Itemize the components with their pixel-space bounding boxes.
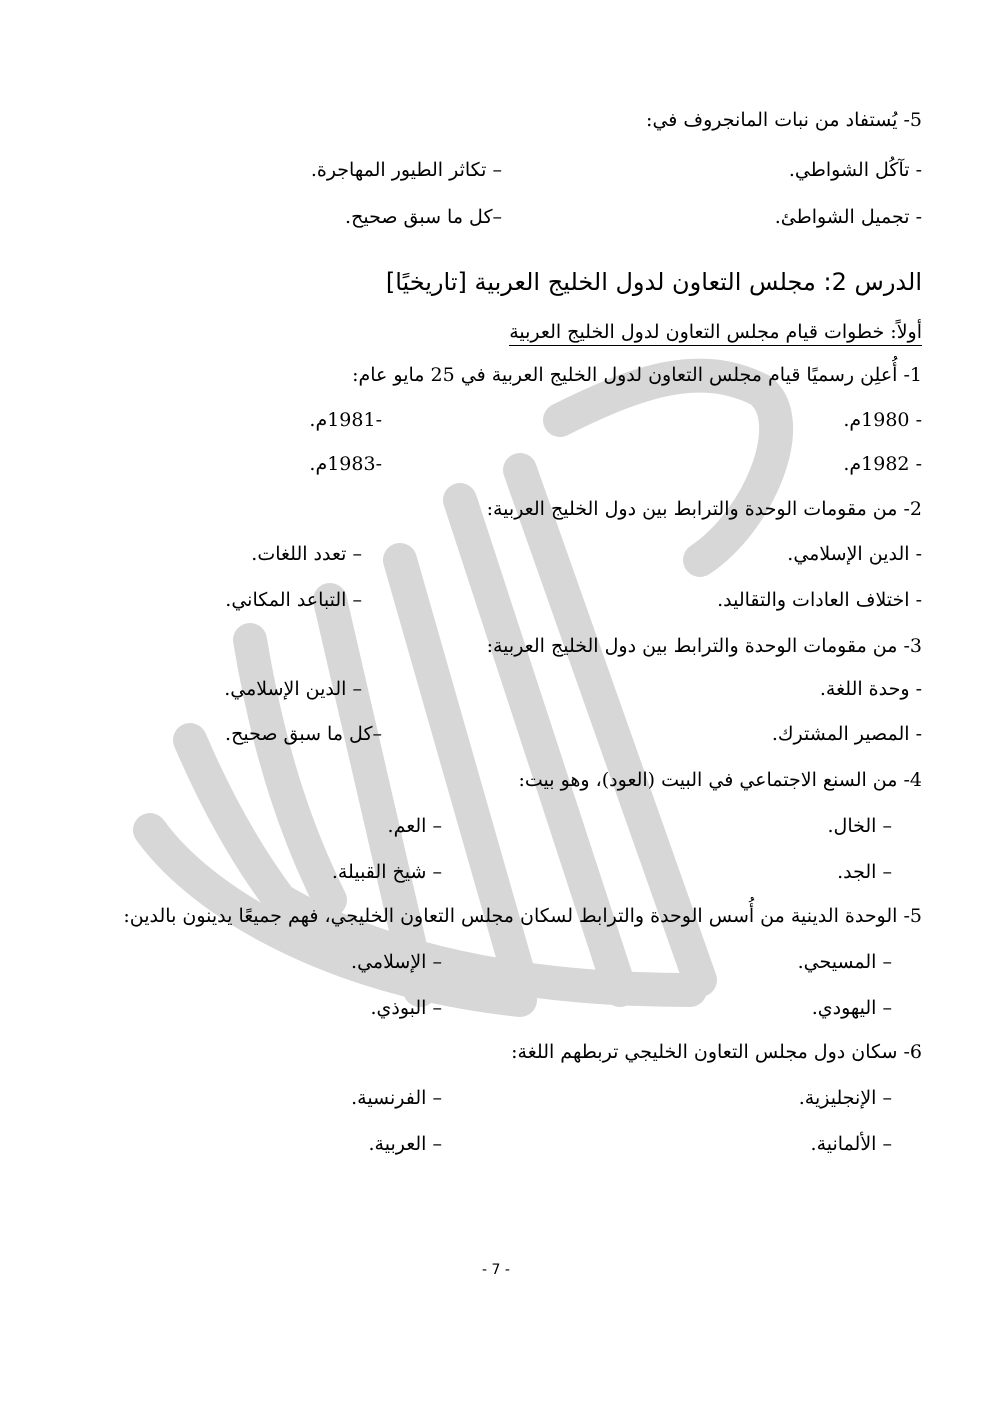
page-number: - 7 -	[482, 1262, 510, 1278]
option: – الألمانية.	[810, 1133, 892, 1155]
question-6-stem: 6- سكان دول مجلس التعاون الخليجي تربطهم اللغة:	[511, 1041, 922, 1063]
option: -1983م.	[309, 453, 382, 475]
question-3-stem: 3- من مقومات الوحدة والترابط بين دول الخليج العربية:	[486, 635, 922, 657]
option: –كل ما سبق صحيح.	[345, 206, 502, 228]
lesson-title: الدرس 2: مجلس التعاون لدول الخليج العربية [تاريخيًا]	[385, 268, 922, 296]
option: – تعدد اللغات.	[251, 543, 362, 565]
option: - وحدة اللغة.	[819, 678, 922, 700]
option: - المصير المشترك.	[771, 723, 922, 745]
option: - تجميل الشواطئ.	[774, 206, 922, 228]
option: – الجد.	[837, 861, 892, 883]
option: – الفرنسية.	[351, 1087, 442, 1109]
option: – اليهودي.	[811, 997, 892, 1019]
option: – الإنجليزية.	[798, 1087, 892, 1109]
option: – الدين الإسلامي.	[224, 678, 362, 700]
option: – البوذي.	[370, 997, 442, 1019]
question-4-stem: 4- من السنع الاجتماعي في البيت (العود)، وهو بيت:	[518, 769, 922, 791]
option: - اختلاف العادات والتقاليد.	[717, 589, 922, 611]
option: –كل ما سبق صحيح.	[225, 723, 382, 745]
option: – التباعد المكاني.	[225, 589, 362, 611]
option: – شيخ القبيلة.	[331, 861, 442, 883]
option: -1981م.	[309, 409, 382, 431]
question-5-religion-stem: 5- الوحدة الدينية من أُسس الوحدة والترابط لسكان مجلس التعاون الخليجي، فهم جميعًا يدينون بالدين:	[123, 905, 922, 927]
option: - الدين الإسلامي.	[787, 543, 922, 565]
option: – الإسلامي.	[351, 951, 442, 973]
option: - 1982م.	[843, 453, 922, 475]
option: – الخال.	[827, 815, 892, 837]
section-subtitle: أولاً: خطوات قيام مجلس التعاون لدول الخليج العربية	[509, 321, 922, 346]
option: - 1980م.	[843, 409, 922, 431]
option: – العم.	[387, 815, 442, 837]
question-2-stem: 2- من مقومات الوحدة والترابط بين دول الخليج العربية:	[486, 498, 922, 520]
option: – المسيحي.	[797, 951, 892, 973]
question-1-stem: 1- أُعلِن رسميًا قيام مجلس التعاون لدول الخليج العربية في 25 مايو عام:	[352, 364, 922, 386]
option: - تآكُل الشواطي.	[788, 159, 922, 181]
question-5-stem: 5- يُستفاد من نبات المانجروف في:	[646, 109, 922, 131]
option: – تكاثر الطيور المهاجرة.	[310, 159, 502, 181]
option: – العربية.	[368, 1133, 442, 1155]
